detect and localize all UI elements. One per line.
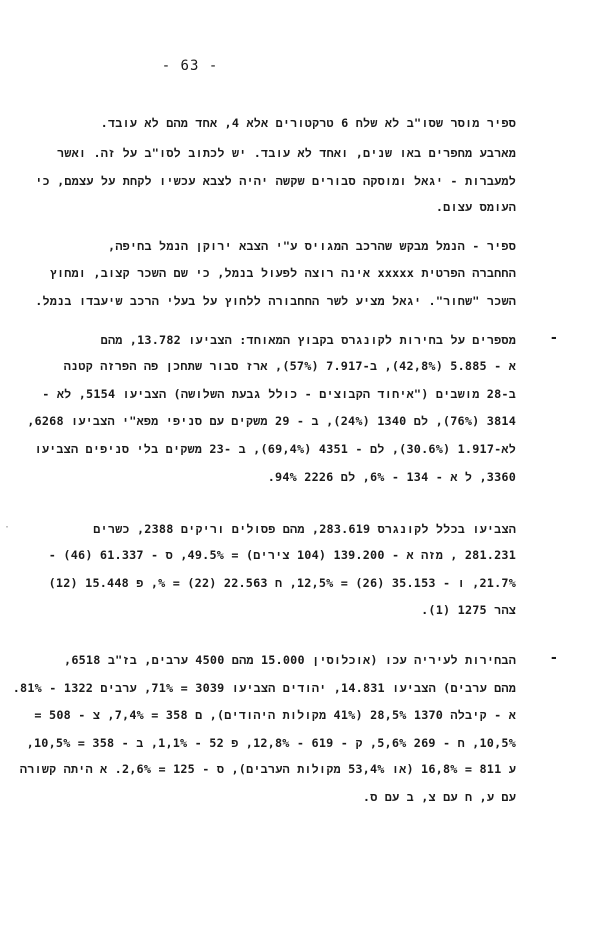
text-line: מהם ערבים) הצביעו 14.831, יהודים הצביעו 3039 = 71%, ערבים 1322 - 81%. (12, 681, 516, 695)
text-line: ספיר - הנמל מבקש שהרכב המגויס ע"י הצבא ירוקן הנמל בחיפה, (108, 239, 516, 253)
margin-mark: · (4, 522, 11, 533)
text-line: החחברה הפרטית xxxxx אינה רוצה לפעול בנמל, כי שם השכר קצוב, ומחוץ (49, 266, 516, 280)
text-line: ע 811 = 16,8% (או 53,4% מקולות הערבים), ס - 125 = 2,6%. א היתה קשורה (19, 762, 516, 776)
text-line: מארבע מחפרים באו שנים, ואחד לא עובד. יש לכתוב לסו"ב על זה. ואשר (57, 146, 516, 160)
text-line: צהר 1275 (1). (421, 603, 516, 617)
text-line: ב-28 מושבים ("איחוד הקבוצים - כולל גבעת השלושה) הצביעו 5154, לא - (42, 387, 516, 401)
text-line: 10,5%, ח - 269 5,6%, ק - 619 - 12,8%, פ 52 - 1,1%, ב - 358 = 10,5%, (26, 736, 516, 750)
text-line: השכר "שחור". יגאל מציע לשר החחבורה ללחוץ על בעלי הרכב שיעבדו בנמל. (35, 294, 516, 308)
text-line: למעברות - יגאל ומוסקה סבורים שקשה יהיה לצבא עכשיו לקחת על עצמם, כי (35, 174, 516, 188)
text-line: 3360, ל א - 134 - 6%, לם 2226 94%. (267, 470, 516, 484)
bullet-dash: - (549, 330, 558, 346)
page-number: - 63 - (161, 58, 219, 74)
text-line: א - קיבלה 1370 28,5% (41% מקולות היהודים), ם 358 = 7,4%, צ - 508 = (34, 708, 516, 722)
text-line: עם ע, ח עם צ, ב עם ס. (362, 790, 516, 804)
text-line: א - 5.885 (42,8%), ב-7.917 (57%), ארז סבור שתחכן פה הפרזה קטנה (63, 359, 516, 373)
text-line: הבחירות לעיריה עכו (אוכלוסין 15.000 מהם 4500 ערבים, בז"ב 6518, (64, 653, 516, 667)
text-line: 21.7%, ו - 35.153 (26) = 12,5%, ח 22.563 (22) = %, פ 15.448 (12) (48, 576, 516, 590)
text-line: לא-1.917 (30.6%), לם - 4351 (69,4%), ב -23 משקים בלי סניפים הצביעו (34, 442, 516, 456)
text-line: ספיר מוסר שסו"ב לא שלח 6 טרקטורים אלא 4, אחד מהם לא עובד. (100, 116, 516, 130)
text-line: העומס עצום. (435, 200, 516, 214)
text-line: מספרים על בחירות לקונגרס בקבוץ המאוחד: הצביעו 13.782, מהם (100, 333, 516, 347)
text-line: 281.231 , מזה א - 139.200 (104 צירים) = 49.5%, ס - 61.337 (46) - (48, 548, 516, 562)
bullet-dash: - (549, 650, 558, 666)
text-line: 3814 (76%), לם 1340 (24%), ב - 29 משקים עם סניפי מפא"י הצביעו 6268, (27, 414, 516, 428)
text-line: הצביעו בכלל לקונגרס 283.619, מהם פסולים וריקים 2388, כשרים (93, 522, 516, 536)
